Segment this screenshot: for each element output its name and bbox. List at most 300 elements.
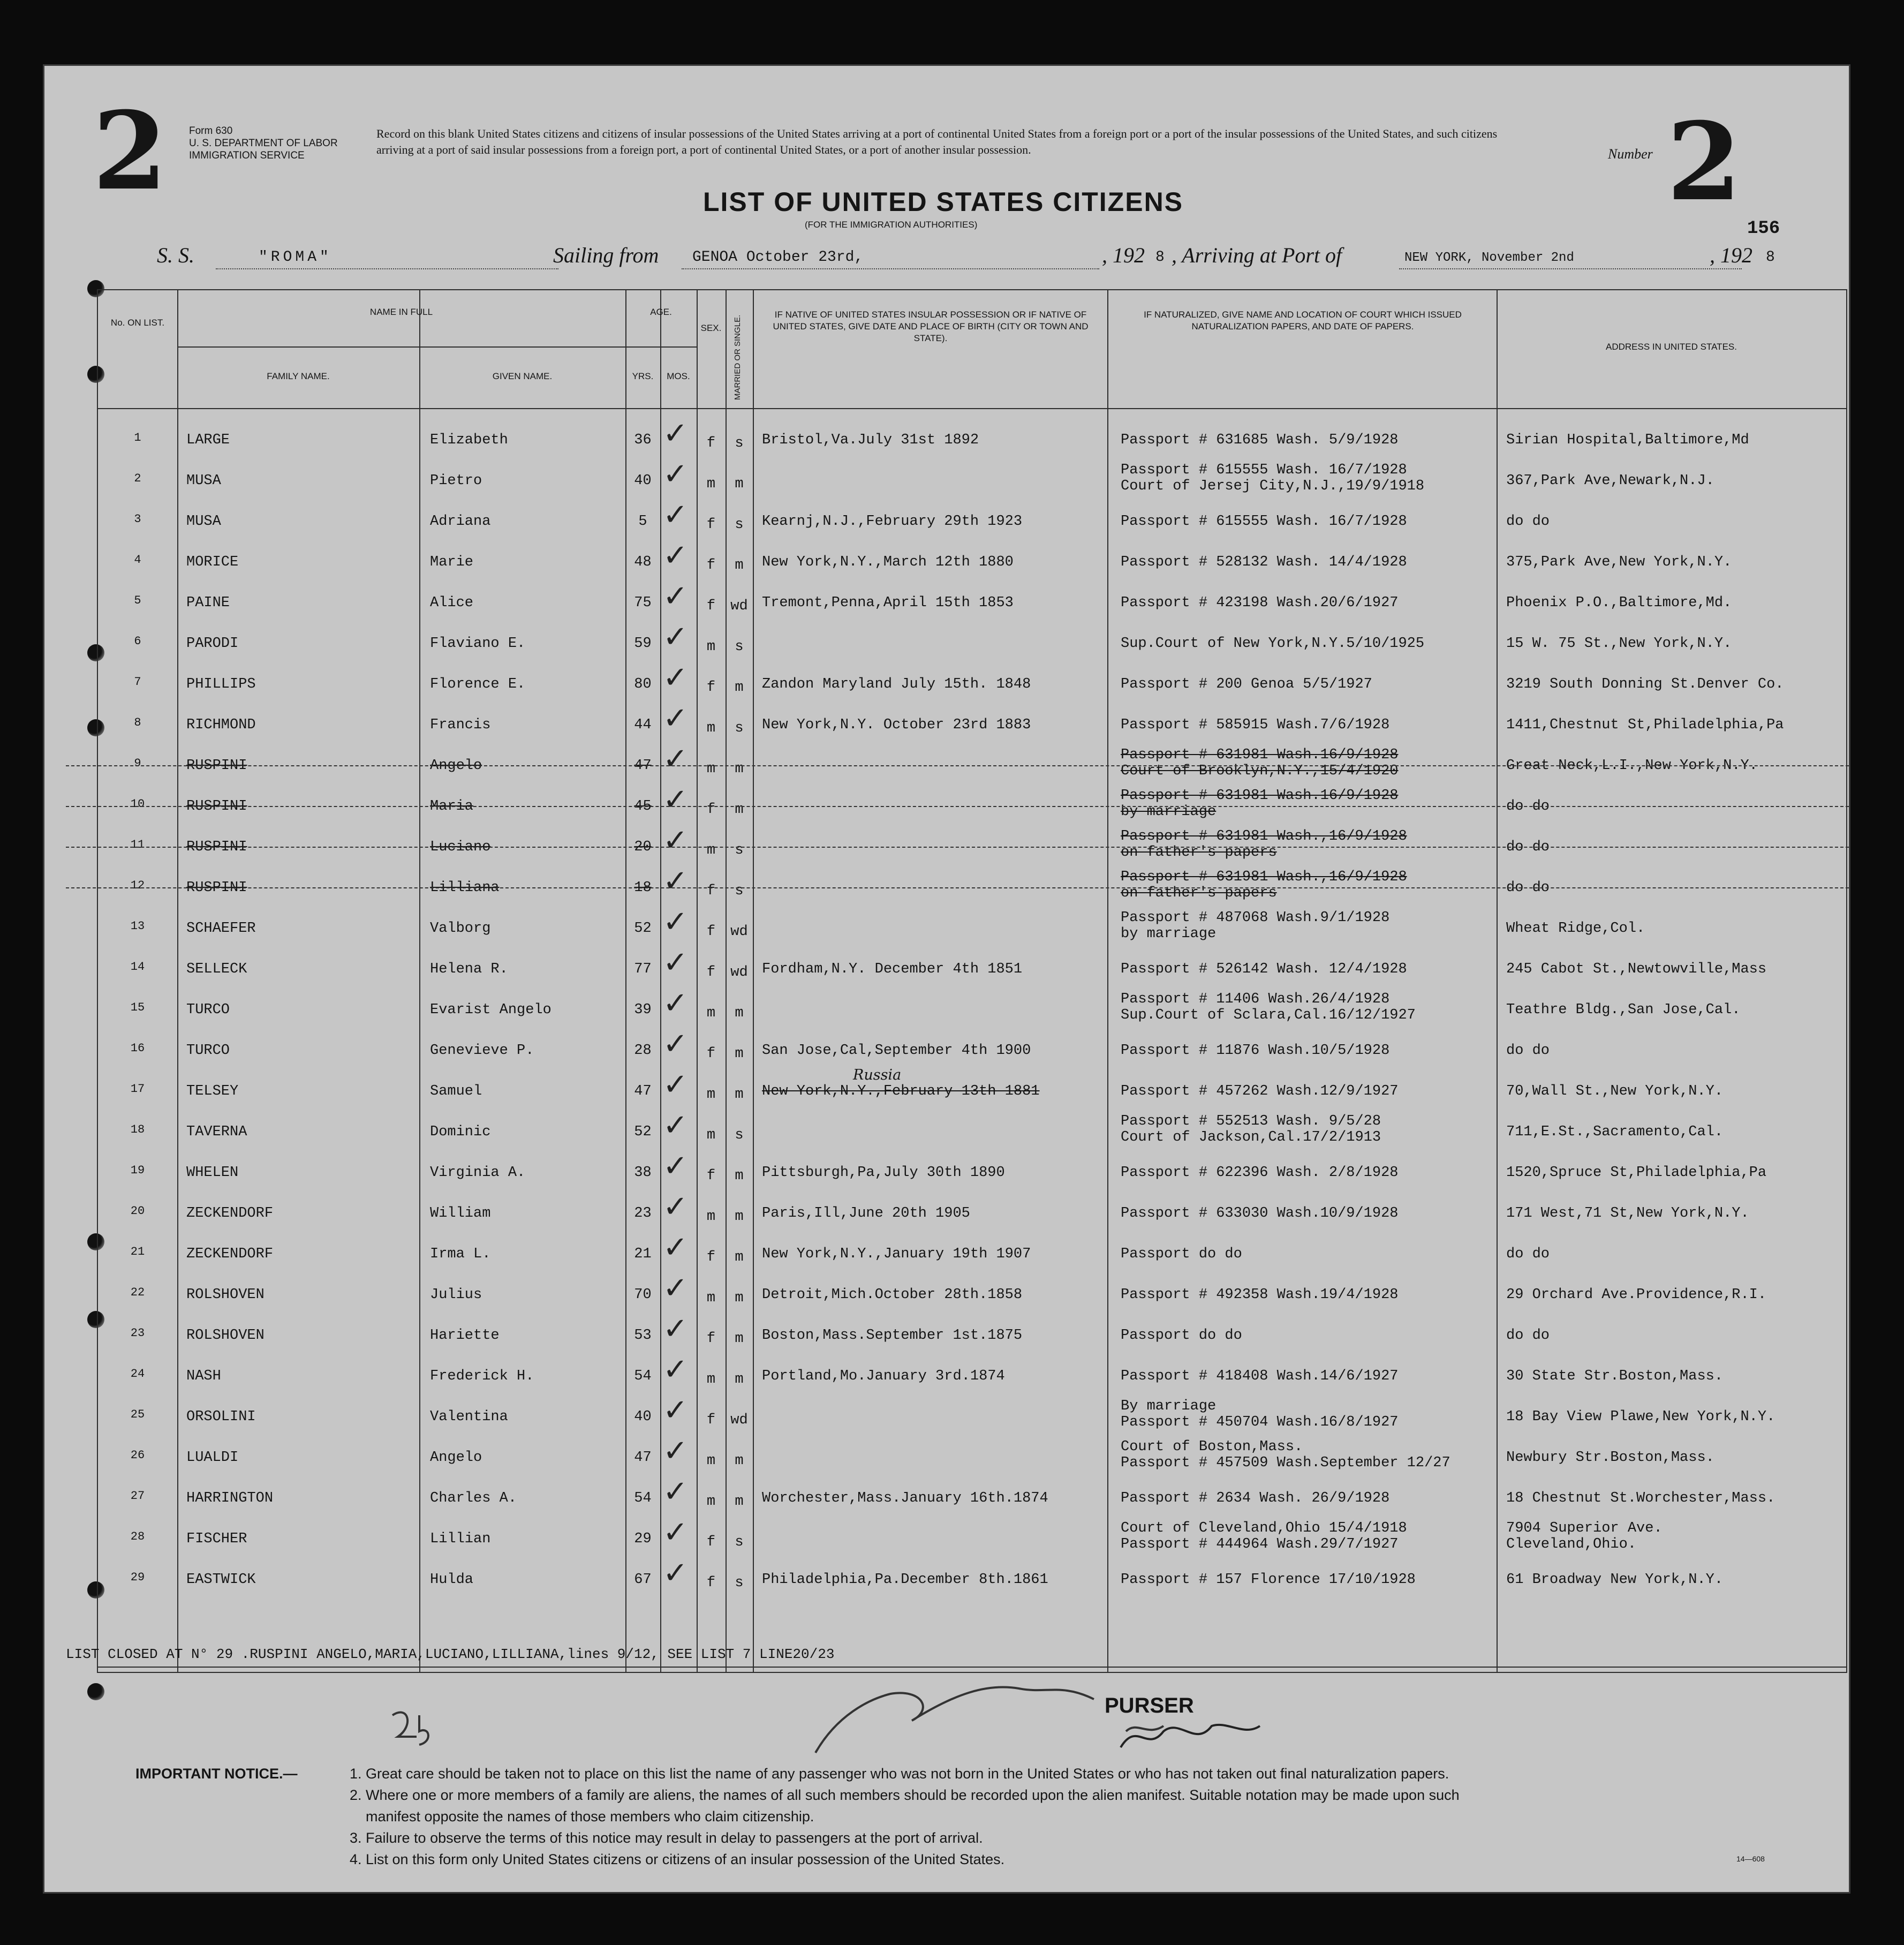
check-mark: ✓	[663, 538, 688, 573]
us-address: 367,Park Ave,Newark,N.J.	[1506, 473, 1714, 489]
sex: m	[706, 1209, 716, 1225]
row-number: 27	[130, 1489, 145, 1503]
form-id-block	[189, 125, 338, 162]
age-years: 38	[634, 1165, 652, 1181]
family-name: ZECKENDORF	[186, 1246, 274, 1262]
birth-place-date: Portland,Mo.January 3rd.1874	[762, 1368, 1005, 1384]
sex: m	[706, 476, 716, 492]
row-number: 23	[130, 1326, 145, 1340]
marital-status: s	[735, 1127, 744, 1143]
naturalization-info: Sup.Court of Sclara,Cal.16/12/1927	[1121, 1007, 1416, 1023]
handwritten-note: Russia	[853, 1067, 902, 1083]
check-mark: ✓	[663, 457, 688, 492]
given-name: Alice	[430, 595, 474, 611]
given-name: Lilliana	[430, 880, 500, 896]
marital-status: s	[735, 883, 744, 899]
sex: m	[706, 1494, 716, 1510]
age-years: 53	[634, 1328, 652, 1344]
header-mos: MOS.	[667, 371, 690, 381]
us-address: Cleveland,Ohio.	[1506, 1536, 1637, 1552]
naturalization-info: Passport # 585915 Wash.7/6/1928	[1121, 717, 1390, 733]
age-years: 52	[634, 1124, 652, 1140]
given-name: Virginia A.	[430, 1165, 526, 1181]
us-address: 245 Cabot St.,Newtowville,Mass	[1506, 961, 1767, 977]
sex: m	[706, 1371, 716, 1388]
family-name: SCHAEFER	[186, 921, 256, 937]
us-address: 18 Chestnut St.Worchester,Mass.	[1506, 1490, 1775, 1506]
naturalization-info: on father's papers	[1121, 845, 1277, 861]
age-years: 44	[634, 717, 652, 733]
marital-status: wd	[730, 598, 748, 614]
sailing-label: Sailing from	[553, 243, 659, 267]
sex: f	[706, 924, 716, 940]
sex: f	[706, 883, 716, 899]
given-name: Francis	[430, 717, 491, 733]
row-number: 3	[134, 512, 141, 526]
us-address: 30 State Str.Boston,Mass.	[1506, 1368, 1724, 1384]
struck-row-line	[66, 887, 1849, 888]
marital-status: s	[735, 435, 744, 451]
row-number: 19	[130, 1164, 145, 1177]
naturalization-info: Court of Boston,Mass.	[1121, 1439, 1303, 1455]
family-name: ZECKENDORF	[186, 1205, 274, 1222]
struck-row-line	[66, 806, 1849, 807]
age-years: 48	[634, 554, 652, 570]
sex: f	[706, 1046, 716, 1062]
row-number: 2	[134, 472, 141, 485]
row-number: 28	[130, 1530, 145, 1543]
family-name: TURCO	[186, 1002, 230, 1018]
naturalization-info: Passport # 457509 Wash.September 12/27	[1121, 1455, 1450, 1471]
naturalization-info: Sup.Court of New York,N.Y.5/10/1925	[1121, 636, 1425, 652]
us-address: 7904 Superior Ave.	[1506, 1520, 1663, 1536]
naturalization-info: By marriage	[1121, 1398, 1217, 1414]
naturalization-info: Passport # 157 Florence 17/10/1928	[1121, 1572, 1416, 1588]
row-number: 22	[130, 1286, 145, 1299]
family-name: ROLSHOVEN	[186, 1328, 265, 1344]
us-address: 15 W. 75 St.,New York,N.Y.	[1506, 636, 1732, 652]
naturalization-info: Passport # 615555 Wash. 16/7/1928	[1121, 462, 1407, 478]
family-name: MUSA	[186, 514, 221, 530]
marital-status: m	[735, 1371, 744, 1388]
ship-name: "ROMA"	[259, 249, 332, 266]
check-mark: ✓	[663, 416, 688, 451]
birth-place-date: Pittsburgh,Pa,July 30th 1890	[762, 1165, 1005, 1181]
purser-label: PURSER	[1105, 1694, 1194, 1717]
row-number: 18	[130, 1123, 145, 1136]
check-mark: ✓	[663, 1556, 688, 1590]
us-address: 711,E.St.,Sacramento,Cal.	[1506, 1124, 1724, 1140]
naturalization-info: Court of Cleveland,Ohio 15/4/1918	[1121, 1520, 1407, 1536]
us-address: Newbury Str.Boston,Mass.	[1506, 1450, 1714, 1466]
birth-place-date: Bristol,Va.July 31st 1892	[762, 432, 979, 448]
marital-status: s	[735, 639, 744, 655]
sex: f	[706, 964, 716, 981]
handwritten-signature	[794, 1651, 1169, 1769]
check-mark: ✓	[663, 1067, 688, 1102]
row-number: 15	[130, 1001, 145, 1014]
family-name: FISCHER	[186, 1531, 247, 1547]
family-name: HARRINGTON	[186, 1490, 274, 1506]
check-mark: ✓	[663, 945, 688, 980]
check-mark: ✓	[663, 782, 688, 817]
row-number: 24	[130, 1367, 145, 1381]
year-label-2: , 192	[1710, 243, 1752, 267]
naturalization-info: Passport # 2634 Wash. 26/9/1928	[1121, 1490, 1390, 1506]
naturalization-info: Passport # 552513 Wash. 9/5/28	[1121, 1113, 1381, 1129]
header-naturalized: IF NATURALIZED, GIVE NAME AND LOCATION OF COURT WHICH ISSUED NATURALIZATION PAPERS, AND DATE OF PAPERS.	[1144, 310, 1462, 331]
family-name: LARGE	[186, 432, 230, 448]
marital-status: s	[735, 720, 744, 736]
given-name: Hulda	[430, 1572, 474, 1588]
marital-status: wd	[730, 964, 748, 981]
row-number: 25	[130, 1408, 145, 1421]
age-years: 28	[634, 1043, 652, 1059]
birth-place-date: Philadelphia,Pa.December 8th.1861	[762, 1572, 1048, 1588]
naturalization-info: Passport # 631685 Wash. 5/9/1928	[1121, 432, 1399, 448]
us-address: Teathre Bldg.,San Jose,Cal.	[1506, 1002, 1741, 1018]
family-name: RUSPINI	[186, 880, 247, 896]
us-address: 1411,Chestnut St,Philadelphia,Pa	[1506, 717, 1784, 733]
marital-status: m	[735, 557, 744, 574]
given-name: Charles A.	[430, 1490, 517, 1506]
given-name: Dominic	[430, 1124, 491, 1140]
notice-title: IMPORTANT NOTICE.—	[135, 1766, 298, 1782]
given-name: Angelo	[430, 1450, 482, 1466]
row-number: 16	[130, 1042, 145, 1055]
birth-place-date: New York,N.Y. October 23rd 1883	[762, 717, 1031, 733]
marital-status: m	[735, 680, 744, 696]
sex: f	[706, 557, 716, 574]
family-name: RUSPINI	[186, 798, 247, 815]
age-years: 29	[634, 1531, 652, 1547]
marital-status: m	[735, 1005, 744, 1021]
naturalization-info: Passport # 631981 Wash.,16/9/1928	[1121, 869, 1407, 885]
naturalization-info: Court of Jackson,Cal.17/2/1913	[1121, 1129, 1381, 1145]
family-name: MUSA	[186, 473, 221, 489]
naturalization-info: Passport # 450704 Wash.16/8/1927	[1121, 1414, 1399, 1430]
naturalization-info: Passport # 526142 Wash. 12/4/1928	[1121, 961, 1407, 977]
row-number: 5	[134, 594, 141, 607]
naturalization-info: Court of Jersej City,N.J.,19/9/1918	[1121, 478, 1425, 494]
naturalization-info: Passport # 487068 Wash.9/1/1928	[1121, 910, 1390, 926]
age-years: 75	[634, 595, 652, 611]
sex: f	[706, 1331, 716, 1347]
marital-status: m	[735, 1209, 744, 1225]
sex: m	[706, 720, 716, 736]
given-name: Pietro	[430, 473, 482, 489]
given-name: Julius	[430, 1287, 482, 1303]
us-address: 3219 South Donning St.Denver Co.	[1506, 676, 1784, 692]
naturalization-info: Court of Brooklyn,N.Y.,15/4/1920	[1121, 763, 1399, 779]
given-name: Frederick H.	[430, 1368, 534, 1384]
family-name: RUSPINI	[186, 839, 247, 855]
given-name: Irma L.	[430, 1246, 491, 1262]
us-address: 61 Broadway New York,N.Y.	[1506, 1572, 1724, 1588]
sex: m	[706, 1087, 716, 1103]
page-title: LIST OF UNITED STATES CITIZENS	[703, 187, 1184, 217]
given-name: Flaviano E.	[430, 636, 526, 652]
naturalization-info: Passport # 615555 Wash. 16/7/1928	[1121, 514, 1407, 530]
ss-label: S. S.	[157, 243, 194, 267]
header-married-or-single: MARRIED OR SINGLE.	[733, 314, 742, 400]
naturalization-info: by marriage	[1121, 926, 1217, 942]
row-number: 21	[130, 1245, 145, 1258]
family-name: TAVERNA	[186, 1124, 247, 1140]
year-label-1: , 192	[1102, 243, 1145, 267]
naturalization-info: Passport # 631981 Wash.16/9/1928	[1121, 747, 1399, 763]
age-years: 47	[634, 1083, 652, 1099]
age-years: 59	[634, 636, 652, 652]
row-number: 26	[130, 1449, 145, 1462]
purser-signature	[1115, 1715, 1265, 1758]
marital-status: m	[735, 1331, 744, 1347]
notice-item: 3. Failure to observe the terms of this notice may result in delay to passengers at the port of arrival.	[350, 1830, 983, 1846]
given-name: William	[430, 1205, 491, 1222]
naturalization-info: by marriage	[1121, 804, 1217, 820]
arriving-label: , Arriving at Port of	[1172, 243, 1342, 267]
family-name: WHELEN	[186, 1165, 239, 1181]
naturalization-info: Passport do do	[1121, 1246, 1242, 1262]
naturalization-info: Passport # 200 Genoa 5/5/1927	[1121, 676, 1372, 692]
given-name: Adriana	[430, 514, 491, 530]
check-mark: ✓	[663, 497, 688, 532]
family-name: RUSPINI	[186, 758, 247, 774]
check-mark: ✓	[663, 1230, 688, 1265]
form-line: U. S. DEPARTMENT OF LABOR	[189, 138, 338, 149]
given-name: Helena R.	[430, 961, 508, 977]
marital-status: m	[735, 1494, 744, 1510]
row-number: 13	[130, 919, 145, 933]
struck-row-line	[66, 847, 1849, 848]
us-address: Phoenix P.O.,Baltimore,Md.	[1506, 595, 1732, 611]
row-number: 17	[130, 1082, 145, 1096]
record-instructions: Record on this blank United States citizens and citizens of insular possessions of the United States arriving at a port of continental United States from a foreign port or a port of the insular possessions of the United States, and such citizens arriving at a port of said insular possessions from a foreign port, a port of continental United States, or a port of another insular possession.	[376, 127, 1498, 156]
check-mark: ✓	[663, 579, 688, 614]
sex: f	[706, 1534, 716, 1550]
naturalization-info: Passport # 11406 Wash.26/4/1928	[1121, 991, 1390, 1007]
form-code: 14—608	[1736, 1854, 1765, 1863]
family-name: PARODI	[186, 636, 239, 652]
naturalization-info: Passport # 528132 Wash. 14/4/1928	[1121, 554, 1407, 570]
us-address: 29 Orchard Ave.Providence,R.I.	[1506, 1287, 1767, 1303]
struck-row-line	[66, 765, 1849, 766]
birth-place-date: Boston,Mass.September 1st.1875	[762, 1328, 1023, 1344]
birth-place-date: New York,N.Y.,February 13th 1881	[762, 1083, 1040, 1099]
marital-status: m	[735, 802, 744, 818]
header-age: AGE.	[650, 307, 672, 317]
sex: m	[706, 1290, 716, 1306]
check-mark: ✓	[663, 823, 688, 858]
binder-hole	[87, 1683, 104, 1700]
naturalization-info: Passport do do	[1121, 1328, 1242, 1344]
marital-status: s	[735, 1575, 744, 1591]
header-yrs: YRS.	[632, 371, 654, 381]
document-sheet	[43, 64, 1850, 1894]
given-name: Florence E.	[430, 676, 526, 692]
us-address: do do	[1506, 514, 1550, 530]
year-2: 8	[1766, 249, 1775, 266]
given-name: Evarist Angelo	[430, 1002, 551, 1018]
page-subtitle: (FOR THE IMMIGRATION AUTHORITIES)	[805, 220, 978, 230]
row-number: 11	[130, 838, 145, 851]
family-name: SELLECK	[186, 961, 247, 977]
given-name: Valentina	[430, 1409, 508, 1425]
check-mark: ✓	[663, 1149, 688, 1183]
us-address: do do	[1506, 1328, 1550, 1344]
check-mark: ✓	[663, 1108, 688, 1143]
sex: f	[706, 1412, 716, 1428]
family-name: TURCO	[186, 1043, 230, 1059]
notice-item: manifest opposite the names of those members who claim citizenship.	[366, 1808, 814, 1825]
age-years: 67	[634, 1572, 652, 1588]
age-years: 52	[634, 921, 652, 937]
sex: f	[706, 1168, 716, 1184]
check-mark: ✓	[663, 1311, 688, 1346]
age-years: 47	[634, 1450, 652, 1466]
sailing-line	[682, 268, 1099, 269]
notice-item: 1. Great care should be taken not to place on this list the name of any passenger who was not born in the United States or who has not taken out final naturalization papers.	[350, 1766, 1449, 1782]
marital-status: wd	[730, 924, 748, 940]
naturalization-info: Passport # 622396 Wash. 2/8/1928	[1121, 1165, 1399, 1181]
birth-place-date: Paris,Ill,June 20th 1905	[762, 1205, 970, 1222]
marital-status: m	[735, 1249, 744, 1265]
arriving-line	[1399, 268, 1742, 269]
page-number: 156	[1747, 218, 1780, 239]
given-name: Hariette	[430, 1328, 500, 1344]
naturalization-info: Passport # 457262 Wash.12/9/1927	[1121, 1083, 1399, 1099]
age-years: 77	[634, 961, 652, 977]
birth-place-date: Kearnj,N.J.,February 29th 1923	[762, 514, 1023, 530]
given-name: Lillian	[430, 1531, 491, 1547]
marital-status: s	[735, 842, 744, 858]
age-years: 40	[634, 1409, 652, 1425]
check-mark: ✓	[663, 1271, 688, 1306]
us-address: 171 West,71 St,New York,N.Y.	[1506, 1205, 1749, 1222]
sex: m	[706, 1453, 716, 1469]
marital-status: m	[735, 1290, 744, 1306]
sex: f	[706, 802, 716, 818]
sex: m	[706, 1127, 716, 1143]
given-name: Valborg	[430, 921, 491, 937]
row-number: 4	[134, 553, 141, 567]
notice-item: 2. Where one or more members of a family are aliens, the names of all such members should be recorded upon the alien manifest. Suitable notation may be made upon such	[350, 1787, 1460, 1803]
sex: f	[706, 517, 716, 533]
family-name: MORICE	[186, 554, 239, 570]
us-address: 375,Park Ave,New York,N.Y.	[1506, 554, 1732, 570]
sex: m	[706, 842, 716, 858]
handwritten-mark	[387, 1705, 435, 1747]
given-name: Genevieve P.	[430, 1043, 534, 1059]
naturalization-info: Passport # 492358 Wash.19/4/1928	[1121, 1287, 1399, 1303]
birth-place-date: Zandon Maryland July 15th. 1848	[762, 676, 1031, 692]
age-years: 20	[634, 839, 652, 855]
us-address: do do	[1506, 880, 1550, 896]
us-address: do do	[1506, 1246, 1550, 1262]
row-number: 12	[130, 879, 145, 892]
year-1: 8	[1155, 249, 1165, 266]
sex: m	[706, 1005, 716, 1021]
us-address: Sirian Hospital,Baltimore,Md	[1506, 432, 1749, 448]
given-name: Elizabeth	[430, 432, 508, 448]
given-name: Samuel	[430, 1083, 482, 1099]
check-mark: ✓	[663, 864, 688, 899]
family-name: ORSOLINI	[186, 1409, 256, 1425]
family-name: NASH	[186, 1368, 221, 1384]
birth-place-date: Worchester,Mass.January 16th.1874	[762, 1490, 1048, 1506]
age-years: 21	[634, 1246, 652, 1262]
check-mark: ✓	[663, 986, 688, 1021]
naturalization-info: Passport # 631981 Wash.,16/9/1928	[1121, 828, 1407, 845]
form-number-left: 2	[93, 88, 168, 214]
header-birth: IF NATIVE OF UNITED STATES INSULAR POSSESSION OR IF NATIVE OF UNITED STATES, GIVE DATE AND PLACE OF BIRTH (CITY OR TOWN AND STATE).	[773, 310, 1089, 343]
sex: f	[706, 435, 716, 451]
given-name: Angelo	[430, 758, 482, 774]
age-years: 36	[634, 432, 652, 448]
row-number: 29	[130, 1571, 145, 1584]
naturalization-info: Passport # 444964 Wash.29/7/1927	[1121, 1536, 1399, 1552]
given-name: Marie	[430, 554, 474, 570]
check-mark: ✓	[663, 1189, 688, 1224]
row-number: 1	[134, 431, 141, 444]
notice-item: 4. List on this form only United States citizens or citizens of an insular possession of the United States.	[350, 1851, 1005, 1867]
marital-status: m	[735, 1453, 744, 1469]
family-name: ROLSHOVEN	[186, 1287, 265, 1303]
check-mark: ✓	[663, 620, 688, 654]
marital-status: m	[735, 476, 744, 492]
check-mark: ✓	[663, 1474, 688, 1509]
naturalization-info: Passport # 423198 Wash.20/6/1927	[1121, 595, 1399, 611]
us-address: Wheat Ridge,Col.	[1506, 921, 1645, 937]
marital-status: m	[735, 1046, 744, 1062]
marital-status: m	[735, 1168, 744, 1184]
row-number: 20	[130, 1204, 145, 1218]
form-line: IMMIGRATION SERVICE	[189, 150, 305, 161]
header-sex: SEX.	[700, 323, 722, 333]
form-line: Form 630	[189, 125, 233, 137]
sex: f	[706, 1249, 716, 1265]
age-years: 70	[634, 1287, 652, 1303]
age-years: 5	[638, 514, 647, 530]
family-name: LUALDI	[186, 1450, 239, 1466]
sex: f	[706, 598, 716, 614]
us-address: Great Neck,L.I.,New York,N.Y.	[1506, 758, 1758, 774]
age-years: 47	[634, 758, 652, 774]
number-label: Number	[1608, 146, 1653, 162]
sex: f	[706, 680, 716, 696]
sex: m	[706, 639, 716, 655]
marital-status: s	[735, 517, 744, 533]
birth-place-date: New York,N.Y.,January 19th 1907	[762, 1246, 1031, 1262]
birth-place-date: Fordham,N.Y. December 4th 1851	[762, 961, 1023, 977]
sailing-from: GENOA October 23rd,	[692, 249, 864, 266]
age-years: 18	[634, 880, 652, 896]
header-no: No. ON LIST.	[110, 318, 165, 328]
age-years: 54	[634, 1368, 652, 1384]
age-years: 39	[634, 1002, 652, 1018]
us-address: 1520,Spruce St,Philadelphia,Pa	[1506, 1165, 1767, 1181]
number-value: 2	[1667, 99, 1742, 225]
ship-line	[216, 268, 558, 269]
family-name: TELSEY	[186, 1083, 239, 1099]
check-mark: ✓	[663, 660, 688, 695]
birth-place-date: New York,N.Y.,March 12th 1880	[762, 554, 1014, 570]
row-number: 7	[134, 675, 141, 689]
naturalization-info: Passport # 631981 Wash.16/9/1928	[1121, 788, 1399, 804]
header-family-name: FAMILY NAME.	[267, 371, 330, 381]
birth-place-date: Tremont,Penna,April 15th 1853	[762, 595, 1014, 611]
check-mark: ✓	[663, 1352, 688, 1387]
